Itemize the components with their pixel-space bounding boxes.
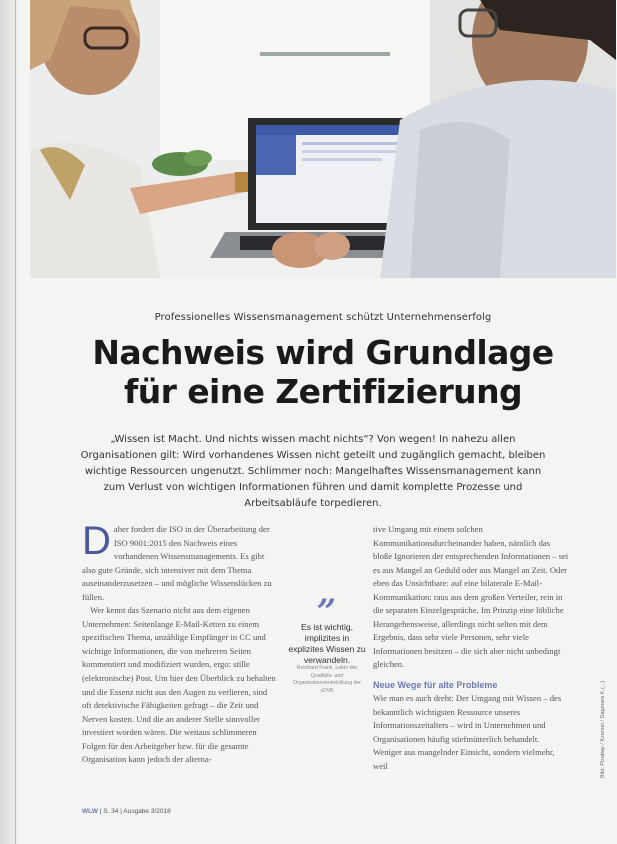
drop-cap: D [82,519,111,563]
kicker: Professionelles Wissensmanagement schützt Unternehmenserfolg [154,312,492,323]
header-photo [30,0,616,278]
scan-edge [0,0,18,844]
quote-mark-icon: „ [317,573,337,613]
footer-brand: WLW [82,808,98,815]
page-footer [82,808,171,815]
headline [30,333,616,411]
section-subhead: Neue Wege für alte Probleme [373,680,498,691]
pull-quote: Es ist wichtig, implizites in explizites Wissen zu verwandeln. [288,622,366,665]
footer-separator: | [120,808,122,815]
pull-quote-source: Reinhard Frank, Leiter der Qualitäts- und Organisationsentwicklung der vDVB [292,665,362,694]
paragraph: tive Umgang mit einem solchen Kommunikationsdurcheinander haben, nämlich das bloße Ignorieren der entsprechenden Informationen – sei es aus Mangel an Geduld oder aus Mangel an Zeit. Oder eben das Unsichtbare: auf eine bilaterale E-Mail-Kommunikation: raus aus dem großen Verteiler, rein in die separaten Einzelgespräche. Im Prinzip eine löbliche Herangehensweise, allerdings nicht selten mit dem Ergebnis, dass sehr viele Personen, sehr viele Informationen besitzen – die sich aber nicht unbedingt gleichen. [373,524,569,670]
column-right [373,523,570,773]
paragraph: aher fordert die ISO in der Überarbeitung der ISO 9001:2015 den Nachweis eines vorhandenen Wissensmanagements. Es gibt also gute Gründe, sich intensiver mit dem Thema auseinanderzusetzen – und mögliche Wissenslücken zu füllen. [82,524,272,602]
footer-page: S. 34 [103,808,119,815]
footer-separator: | [99,808,102,815]
column-left [82,519,276,767]
lead-paragraph: „Wissen ist Macht. Und nichts wissen macht nichts“? Von wegen! In nahezu allen Organisationen gilt: Wird vorhandenes Wissen nicht geteilt und zugänglich gemacht, bleiben wichtige Ressourcen ungenutzt. Schlimmer noch: Mangelhaftes Wissensmanagement kann zum Verlust von wichtigen Informationen führen und damit komplette Prozesse und Arbeitsabläufe torpedieren. [80,434,546,509]
image-credit: Bild: Pixabay / Kzenon / Dagmara K.(...) [600,680,606,778]
headline-line-2: für eine Zertifizierung [124,372,522,411]
footer-issue: Ausgabe 3/2018 [123,808,171,815]
paragraph: Wer kennt das Szenario nicht aus dem eigenen Unternehmen: Seitenlange E-Mail-Ketten zu einem spezifischen Thema, unzählige Empfänger in CC und wichtige Informationen, die von mehreren Seiten kommentiert und modifiziert wurden, ergo: stille (elektronische) Post. Um hier den Überblick zu behalten und die Essenz nicht aus den Augen zu verlieren, sind oft detektivische Fähigkeiten gefragt – die Zeit und Nerven kosten. Und die an anderer Stelle sinnvoller investiert worden wären. Die weitaus schlimmeren Folgen für den Arbeitgeber bzw. für die gesamte Organisation kann jedoch der alterna- [82,605,276,765]
headline-line-1: Nachweis wird Grundlage [92,333,554,372]
paragraph: Wie man es auch dreht: Der Umgang mit Wissen – des bekanntlich wichtigsten Ressource unseres Informationszeitalters – wird in Unternehmen und Organisationen häufig stiefmütterlich behandelt. Weniger aus mangelnder Einsicht, sondern vielmehr, weil [373,693,562,771]
